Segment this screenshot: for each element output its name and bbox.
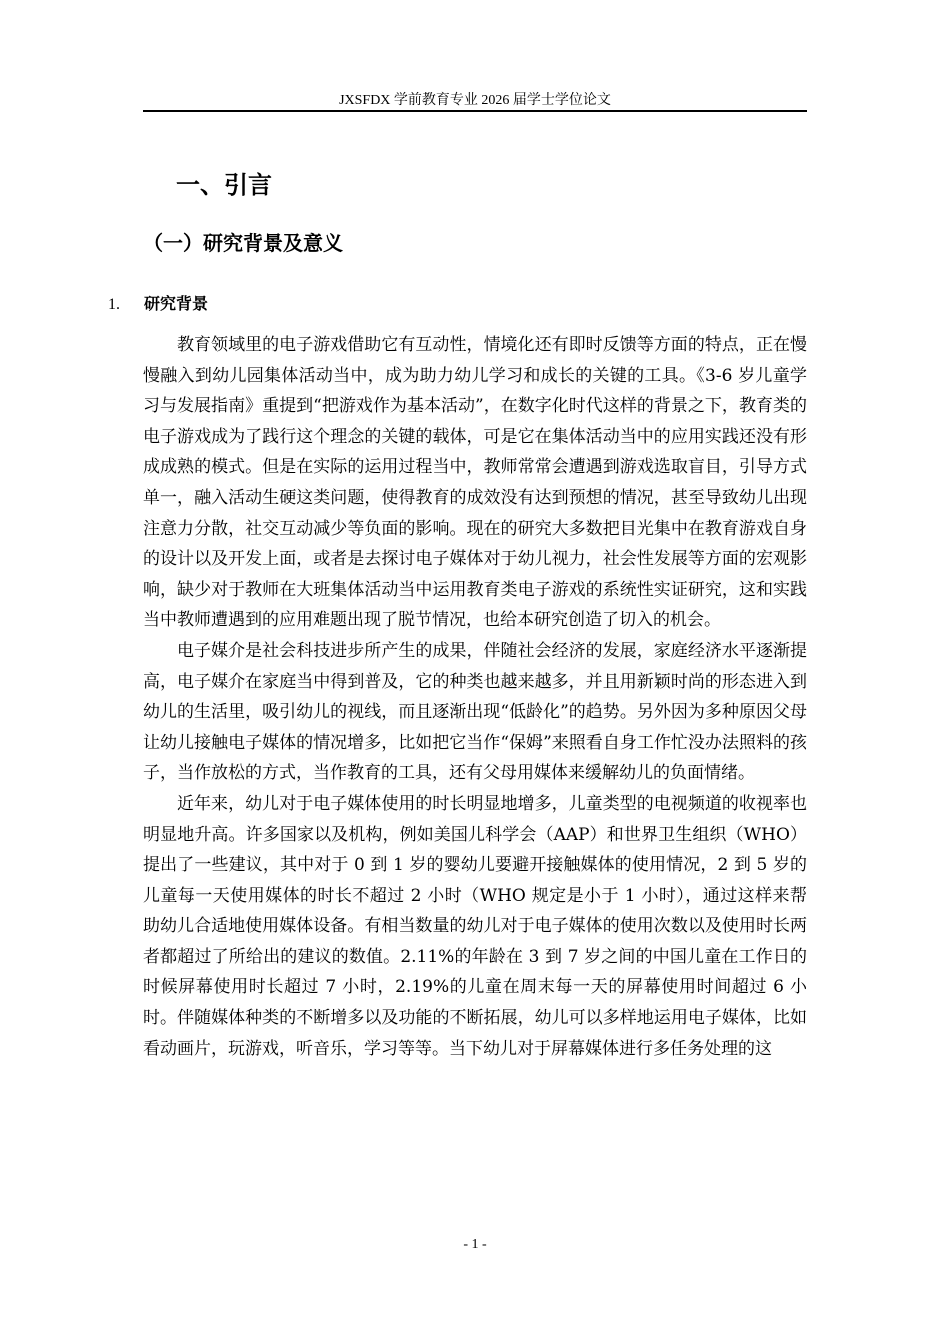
subsubsection-heading <box>108 290 208 319</box>
subsubsection-number: 1. <box>108 296 120 313</box>
page-header: JXSFDX 学前教育专业 2026 届学士学位论文 <box>339 93 611 108</box>
paragraph-2: 电子媒介是社会科技进步所产生的成果，伴随社会经济的发展，家庭经济水平逐渐提高，电子媒介在家庭当中得到普及，它的种类也越来越多，并且用新颖时尚的形态进入到幼儿的生活里，吸引幼儿的视线，而且逐渐出现“低龄化”的趋势。另外因为多种原因父母让幼儿接触电子媒体的情况增多，比如把它当作“保姆”来照看自身工作忙没办法照料的孩子，当作放松的方式，当作教育的工具，还有父母用媒体来缓解幼儿的负面情绪。 <box>143 640 807 784</box>
paragraph-1: 教育领域里的电子游戏借助它有互动性，情境化还有即时反馈等方面的特点，正在慢慢融入到幼儿园集体活动当中，成为助力幼儿学习和成长的关键的工具。《3-6 岁儿童学习与发展指南》重提到“把游戏作为基本活动”，在数字化时代这样的背景之下，教育类的电子游戏成为了践行这个理念的关键的载体，可是它在集体活动当中的应用实践还没有形成成熟的模式。但是在实际的运用过程当中，教师常常会遭遇到游戏选取盲目，引导方式单一，融入活动生硬这类问题，使得教育的成效没有达到预想的情况，甚至导致幼儿出现注意力分散，社交互动减少等负面的影响。现在的研究大多数把目光集中在教育游戏自身的设计以及开发上面，或者是去探讨电子媒体对于幼儿视力，社会性发展等方面的宏观影响，缺少对于教师在大班集体活动当中运用教育类电子游戏的系统性实证研究，这和实践当中教师遭遇到的应用难题出现了脱节情况，也给本研究创造了切入的机会。 <box>143 335 807 631</box>
section-title: 一、引言 <box>176 171 272 199</box>
header-divider <box>143 110 807 112</box>
subsection-title: （一）研究背景及意义 <box>143 231 343 255</box>
page-number: - 1 - <box>463 1237 487 1252</box>
body-text <box>143 330 807 1064</box>
subsubsection-title: 研究背景 <box>144 294 209 313</box>
paragraph-3: 近年来，幼儿对于电子媒体使用的时长明显地增多，儿童类型的电视频道的收视率也明显地升高。许多国家以及机构，例如美国儿科学会（AAP）和世界卫生组织（WHO）提出了一些建议，其中对于 0 到 1 岁的婴幼儿要避开接触媒体的使用情况，2 到 5 岁的儿童每一天使用媒体的时长不超过 2 小时（WHO 规定是小于 1 小时），通过这样来帮助幼儿合适地使用媒体设备。有相当数量的幼儿对于电子媒体的使用次数以及使用时长两者都超过了所给出的建议的数值。2.11%的年龄在 3 到 7 岁之间的中国儿童在工作日的时候屏幕使用时长超过 7 小时，2.19%的儿童在周末每一天的屏幕使用时间超过 6 小时。伴随媒体种类的不断增多以及功能的不断拓展，幼儿可以多样地运用电子媒体，比如看动画片，玩游戏，听音乐，学习等等。当下幼儿对于屏幕媒体进行多任务处理的这 <box>143 793 807 1059</box>
